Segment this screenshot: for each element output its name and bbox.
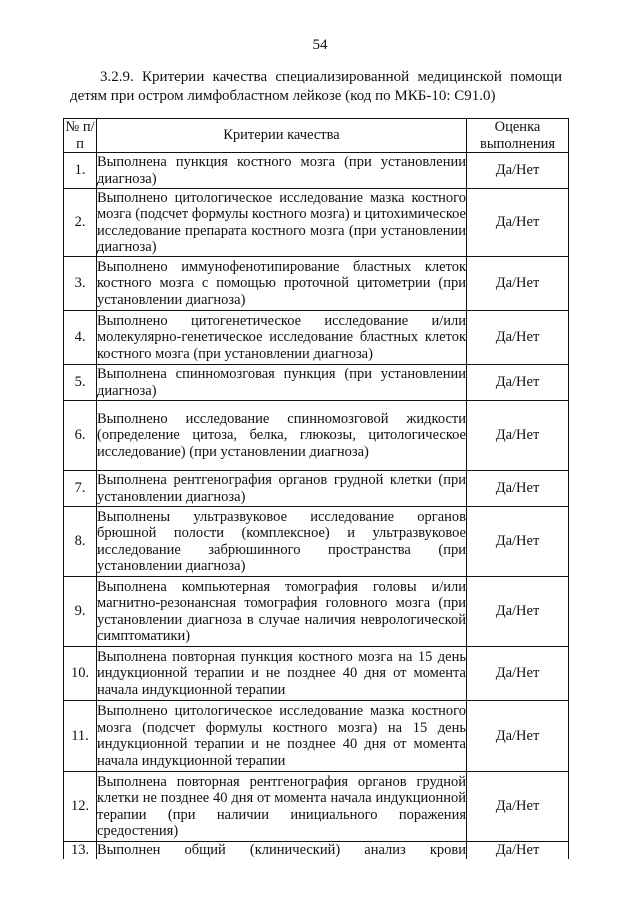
row-number: 4.: [64, 311, 97, 365]
section-heading-line2: детям при остром лимфобластном лейкозе (код по МКБ-10: C91.0): [70, 88, 496, 104]
table-row: [64, 401, 569, 471]
table-row: [64, 365, 569, 401]
row-number: 12.: [64, 772, 97, 842]
row-criterion: Выполнено цитологическое исследование мазка костного мозга (подсчет формулы костного мозга) на 15 день индукционной терапии и не позднее 40 дня от момента начала индукционной терапии: [97, 701, 467, 772]
table-row: [64, 647, 569, 701]
row-evaluation: Да/Нет: [467, 153, 569, 189]
table-row: [64, 153, 569, 189]
row-number: 1.: [64, 153, 97, 189]
row-number: 6.: [64, 401, 97, 471]
row-evaluation: Да/Нет: [467, 647, 569, 701]
table-row: [64, 257, 569, 311]
row-criterion: Выполнена компьютерная томография головы и/или магнитно-резонансная томография головного мозга (при установлении диагноза в случае наличия неврологической симптоматики): [97, 577, 467, 647]
table-row: [64, 701, 569, 772]
row-criterion: Выполнена рентгенография органов грудной клетки (при установлении диагноза): [97, 472, 466, 505]
row-criterion: Выполнено исследование спинномозговой жидкости (определение цитоза, белка, глюкозы, цитологическое исследование) (при установлении диагноза): [97, 401, 467, 471]
row-evaluation: Да/Нет: [467, 701, 569, 772]
row-criterion: Выполнена повторная рентгенография органов грудной клетки не позднее 40 дня от момента начала индукционной терапии (при наличии инициального поражения средостения): [97, 772, 467, 842]
row-criterion: Выполнено иммунофенотипирование бластных клеток костного мозга с помощью проточной цитометрии (при установлении диагноза): [97, 257, 467, 311]
section-heading-line1: 3.2.9. Критерии качества специализированной медицинской помощи: [100, 69, 562, 85]
table-row: [64, 189, 569, 257]
row-evaluation: Да/Нет: [467, 401, 569, 471]
section-heading: [70, 68, 562, 106]
row-number: 7.: [64, 471, 97, 507]
row-criterion: Выполнена пункция костного мозга (при установлении диагноза): [97, 154, 466, 187]
row-evaluation: Да/Нет: [467, 507, 569, 577]
table-row: [64, 311, 569, 365]
row-evaluation: Да/Нет: [467, 772, 569, 842]
row-criterion: Выполнены ультразвуковое исследование органов брюшной полости (комплексное) и ультразвуковое исследование забрюшинного пространства (при установлении диагноза): [97, 507, 467, 577]
row-number: 5.: [64, 365, 97, 401]
row-evaluation: Да/Нет: [467, 577, 569, 647]
row-number: 13.: [64, 842, 97, 859]
header-evaluation: Оценка выполнения: [467, 119, 569, 153]
table-row: [64, 507, 569, 577]
row-evaluation: Да/Нет: [467, 842, 569, 859]
row-criterion: Выполнен общий (клинический) анализ крови: [97, 842, 466, 859]
row-number: 2.: [64, 189, 97, 257]
table-row: [64, 577, 569, 647]
table-row: [64, 471, 569, 507]
row-evaluation: Да/Нет: [467, 189, 569, 257]
row-criterion: Выполнено цитологическое исследование мазка костного мозга (подсчет формулы костного мозга) и цитохимическое исследование препарата костного мозга (при установлении диагноза): [97, 189, 466, 256]
page-number: 54: [312, 37, 328, 53]
row-evaluation: Да/Нет: [467, 257, 569, 311]
row-number: 3.: [64, 257, 97, 311]
row-evaluation: Да/Нет: [467, 471, 569, 507]
quality-criteria-table: [63, 118, 569, 859]
row-evaluation: Да/Нет: [467, 311, 569, 365]
header-criteria: Критерии качества: [97, 119, 467, 153]
row-number: 11.: [64, 701, 97, 772]
table-row: [64, 772, 569, 842]
table-header-row: [64, 119, 569, 153]
row-evaluation: Да/Нет: [467, 365, 569, 401]
table-row: [64, 842, 569, 859]
row-criterion: Выполнена спинномозговая пункция (при установлении диагноза): [97, 366, 466, 399]
row-number: 9.: [64, 577, 97, 647]
row-number: 10.: [64, 647, 97, 701]
row-criterion: Выполнена повторная пункция костного мозга на 15 день индукционной терапии и не позднее 40 дня от момента начала индукционной терапии: [97, 647, 467, 701]
header-number: № п/п: [65, 119, 95, 152]
row-number: 8.: [64, 507, 97, 577]
row-criterion: Выполнено цитогенетическое исследование и/или молекулярно-генетическое исследование бластных клеток костного мозга (при установлении диагноза): [97, 311, 467, 365]
